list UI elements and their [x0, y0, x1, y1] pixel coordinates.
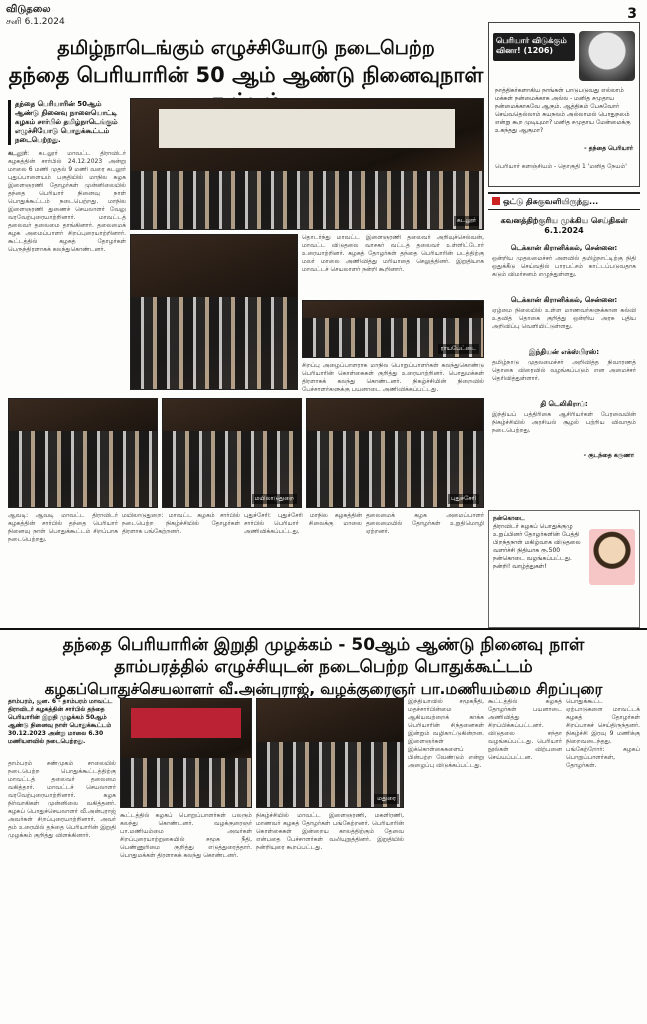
masthead	[6, 4, 306, 30]
bottom-photo-2	[256, 698, 404, 808]
news-section-title: டெக்கான் கிரானிக்கல், சென்னை:	[510, 296, 618, 304]
news-section-4	[492, 400, 636, 455]
mid-text-a: ஆவடி: ஆவடி மாவட்ட திராவிடர் கழகத்தின் சார்பில் தந்தை பெரியார் நினைவு நாள் பொதுக்கூட்டம் சிறப்பாக நடைபெற்றது.	[8, 512, 118, 543]
quote-signature: - தந்தை பெரியார்	[584, 145, 633, 152]
quote-text: நாத்திகர்களாகிய நாங்கள் பாடுபடுவது எல்லாம் மக்கள் நன்மைக்காக அல்ல - மனித சமுதாய நன்மைக்காகவே ஆகும். ஆத்திகம் பேசுவோர் செய்வதெல்லாம் சுயநலம் அல்லாமல் பொதுநலம் என்று கூற முடியுமா? மனித சமுதாய மேன்மைக்கு உகந்தது ஆகுமா?	[495, 87, 631, 134]
top-story-col3: தொடர்ந்து மாவட்ட இளைஞரணி தலைவர் அறிவுச்செல்வன், மாவட்ட விடுதலை வாசகர் வட்டத் தலைவர் உள்ளிட்டோர் உரையாற்றினர். கழகத் தோழர்கள் தந்தை பெரியாரின் படத்திற்கு மலர் மாலை அணிவித்து மரியாதை செலுத்தினர். இறுதியாக மாவட்டச் செயலாளர் நன்றி கூறினார்.	[302, 234, 484, 273]
top-headline-line1: தமிழ்நாடெங்கும் எழுச்சியோடு நடைபெற்ற	[57, 37, 435, 59]
periyar-quote-box	[488, 22, 640, 187]
donation-body: திராவிடர் கழகப் பொதுக்குழு உறுப்பினர் தோழர்களின் பேத்தி பிறந்தநாள் மகிழ்வாக விடுதலை வளர்ச்சி நிதியாக ரூ.500 நன்கொடை வழங்கப்பட்டது. நன்றி! வாழ்த்துகள்!	[493, 523, 581, 570]
bottom-col2: கூட்டத்தில் கழகப் பொறுப்பாளர்கள் பலரும் கலந்து கொண்டனர். வழக்குரைஞர் பா.மணியம்மை அவர்கள் சிறப்புரையாற்றுகையில் சமூக நீதி, பெண்ணுரிமை குறித்து எடுத்துரைத்தார். பொதுமக்கள் திரளாகக் கலந்து கொண்டனர்.	[120, 812, 252, 859]
news-headline: கவனத்திற்குரிய முக்கிய செய்திகள் 6.1.2024	[500, 216, 628, 235]
paper-name: விடுதலை	[6, 4, 51, 15]
donation-text	[493, 515, 583, 571]
top-story-col4: சிறப்பு அழைப்பாளராக மாநில பொறுப்பாளர்கள் கலந்துகொண்டு பெரியாரின் கொள்கைகள் குறித்து உரையாற்றினர். பொதுமக்கள் திரளாகக் கலந்து கொண்டனர். நிகழ்ச்சியின் நிறைவில் பேச்சாளர்களுக்கு பயனாடை அணிவிக்கப்பட்டது.	[302, 362, 484, 392]
quote-source: பெரியார் களஞ்சியம் - தொகுதி 1 'மனித நேயம்'	[495, 163, 627, 170]
mid-photo-3	[306, 398, 484, 508]
bottom-headline-line2: தாம்பரத்தில் எழுச்சியுடன் நடைபெற்ற பொதுக்கூட்டம்	[114, 657, 533, 677]
bottom-lead: தாம்பரம், ஜன. 6 - தாம்பரம் மாவட்ட திராவிடர் கழகத்தின் சார்பில் தந்தை பெரியாரின் இறுதி முழக்கம் 50ஆம் ஆண்டு நினைவு நாள் பொதுக்கூட்டம் 30.12.2023 அன்று மாலை 6.30 மணியளவில் நடைபெற்றது.	[8, 698, 113, 745]
top-photo-2	[130, 234, 298, 390]
flag-icon	[492, 197, 500, 205]
photo-caption: மயிலாடுதுறை	[252, 494, 297, 504]
child-photo	[589, 529, 635, 585]
issue-date: சனி 6.1.2024	[6, 17, 65, 27]
page-number: 3	[627, 6, 637, 22]
mid-text-d: தலைமைக் கழக அமைப்பாளர் தலைமையில் தோழர்கள் உறுதிமொழி ஏற்றனர்.	[366, 512, 484, 535]
bottom-col1: தாம்பரம் சண்முகம் சாலையில் நடைபெற்ற பொதுக்கூட்டத்திற்கு மாவட்டத் தலைவர் தலைமை வகித்தார். மாவட்டச் செயலாளர் வரவேற்புரையாற்றினார். கழக நிர்வாகிகள் முன்னிலை வகித்தனர். கழகப் பொதுச்செயலாளர் வீ.அன்புராஜ் அவர்கள் சிறப்புரையாற்றினார். அவர் தம் உரையில் தந்தை பெரியாரின் இறுதி முழக்கம் குறித்து விளக்கினார்.	[8, 760, 116, 839]
bottom-headline-line3: கழகப்பொதுச்செயலாளர் வீ.அன்புராஜ், வழக்குரைஞர் பா.மணியம்மை சிறப்புரை	[44, 680, 603, 698]
top-dateline: கடலூர்	[8, 150, 28, 157]
mid-text-b: மயிலாடுதுறை: மாவட்ட கழகம் சார்பில் நடைபெற்ற நிகழ்ச்சியில் தோழர்கள் திரளாக பங்கேற்றனர்.	[122, 512, 240, 535]
photo-caption: கடலூர்	[454, 216, 479, 226]
donation-heading: நன்கொடை	[493, 515, 525, 522]
bottom-col4: இந்தியாவில் சமூகநீதி, மதச்சார்பின்மை ஆகியவற்றைக் காக்க பெரியாரின் சிந்தனைகள் இன்றும் வழிகாட்டுகின்றன. இளைஞர்கள் இக்கொள்கைகளைப் பின்பற்ற வேண்டும் என்று அழைப்பு விடுக்கப்பட்டது.	[408, 698, 484, 769]
photo-caption: மதுரை	[374, 794, 399, 804]
bottom-photo-1	[120, 698, 252, 808]
news-bar	[488, 192, 640, 210]
top-photo-main	[130, 98, 484, 230]
news-section-3	[492, 348, 636, 403]
top-story-col1-text: கடலூர் மாவட்ட திராவிடர் கழகத்தின் சார்பில் 24.12.2023 அன்று மாலை 6 மணி முதல் 9 மணி வரை கடலூர் புதுப்பாளையம் பகுதியில் மாநில கழக இளைஞரணி தோழர்கள் முன்னிலையில் தந்தை பெரியார் நினைவு நாள் பொதுக்கூட்டம் நடைபெற்றது. மாநில இளைஞரணி துணைச் செயலாளர் வேலு வரவேற்புரையாற்றினார். மாவட்டத் தலைவர் தலைமை தாங்கினார். தலைமைக் கழக அமைப்பாளர் சிறப்புரையாற்றினார். கூட்டத்தில் கழகத் தோழர்கள் பெருந்திரளாகக் கலந்துகொண்டனர்.	[8, 150, 126, 253]
bottom-col3: நிகழ்ச்சியில் மாவட்ட இளைஞரணி, மகளிரணி, மாணவர் கழகத் தோழர்கள் பங்கேற்றனர். பெரியாரின் கொள்கைகள் இன்றைய காலத்திற்கும் தேவை என்பதை பேச்சாளர்கள் வலியுறுத்தினர். இறுதியில் நன்றியுரை கூறப்பட்டது.	[256, 812, 404, 851]
news-section-title: இந்தியன் எக்ஸ்பிரஸ்:	[528, 348, 600, 356]
news-section-1	[492, 244, 636, 299]
bottom-col6: பொதுக்கூட்ட ஏற்பாடுகளை மாவட்டக் கழகத் தோழர்கள் சிறப்பாகச் செய்திருந்தனர். நிகழ்ச்சி இரவு 9 மணிக்கு நிறைவடைந்தது. பங்கேற்றோர்: கழகப் பொறுப்பாளர்கள், தோழர்கள்.	[566, 698, 640, 769]
news-section-text: தமிழ்நாடு முதலமைச்சர் அறிவித்த நிவாரணத் தொகை விரைவில் வழங்கப்படும் என அமைச்சர் தெரிவித்துள்ளார்.	[492, 359, 636, 382]
top-lead: தந்தை பெரியாரின் 50ஆம் ஆண்டு நினைவு நாளையொட்டி கழகம் சார்பில் தமிழ்நாடெங்கும் எழுச்சியோடு பொதுக்கூட்டம் நடைபெற்றது.	[8, 100, 126, 145]
news-sign: - குடந்தை கருணா	[583, 452, 634, 459]
mid-text-c: புதுச்சேரி: புதுச்சேரி மாநில கழகத்தின் சார்பில் பெரியார் சிலைக்கு மாலை அணிவிக்கப்பட்டது.	[244, 512, 362, 535]
news-bar-label: ஒட்டு திசுகுவளியிருந்து...	[503, 197, 599, 206]
top-photo-3	[302, 300, 484, 358]
bottom-col5: கூட்டத்தில் கழகத் தோழர்கள் பயனாடை அணிவித்து சிறப்பிக்கப்பட்டனர். விடுதலை சந்தா வழங்கப்பட்டது. பெரியார் நூல்கள் விற்பனை செய்யப்பட்டன.	[488, 698, 562, 761]
quote-title: பெரியார் விடுக்கும் வினா! (1206)	[493, 33, 575, 61]
top-story-col1: கடலூர்: கடலூர் மாவட்ட திராவிடர் கழகத்தின் சார்பில் 24.12.2023 அன்று மாலை 6 மணி முதல் 9 மணி வரை கடலூர் புதுப்பாளையம் பகுதியில் மாநில கழக இளைஞரணி தோழர்கள் முன்னிலையில் தந்தை பெரியார் நினைவு நாள் பொதுக்கூட்டம் நடைபெற்றது. மாநில இளைஞரணி துணைச் செயலாளர் வேலு வரவேற்புரையாற்றினார். மாவட்டத் தலைவர் தலைமை தாங்கினார். தலைமைக் கழக அமைப்பாளர் சிறப்புரையாற்றினார். கூட்டத்தில் கழகத் தோழர்கள் பெருந்திரளாகக் கலந்துகொண்டனர்.	[8, 150, 126, 253]
news-section-text: ஒன்றிய முதலமைச்சர் அளவில் தமிழ்நாட்டிற்கு நிதி ஒதுக்கீடு செய்வதில் பாரபட்சம் காட்டப்படுவதாக கடும் விமர்சனம் எழுந்துள்ளது.	[492, 255, 636, 278]
mid-photo-1	[8, 398, 158, 508]
news-section-title: தி டெலிகிராப்:	[540, 400, 588, 408]
bottom-banner	[0, 628, 647, 698]
donation-box	[488, 510, 640, 628]
mid-photo-2	[162, 398, 302, 508]
photo-caption: புதுச்சேரி	[448, 494, 479, 504]
photo-caption: ராயபேட்டை	[438, 344, 479, 354]
top-headline-line2: தந்தை பெரியாரின் 50 ஆம் ஆண்டு நினைவுநாள்	[8, 63, 484, 87]
news-section-2	[492, 296, 636, 351]
bottom-headline-line1: தந்தை பெரியாரின் இறுதி முழக்கம் - 50ஆம் ஆண்டு நினைவு நாள்	[62, 635, 585, 655]
periyar-portrait	[579, 31, 635, 81]
news-section-title: டெக்கான் கிரானிக்கல், சென்னை:	[510, 244, 618, 252]
news-section-text: இந்தியப் பத்திரிகை ஆசிரியர்கள் பேரவையின் நிகழ்ச்சியில் அரசியல் சூழல் பற்றிய விவாதம் நடைபெற்றது.	[492, 411, 636, 434]
news-section-text: ஏழ்மை நிலையில் உள்ள மாணவர்களுக்கான கல்வி உதவித் தொகை குறித்து ஒன்றிய அரசு புதிய அறிவிப்பு வெளியிட்டுள்ளது.	[492, 307, 636, 330]
